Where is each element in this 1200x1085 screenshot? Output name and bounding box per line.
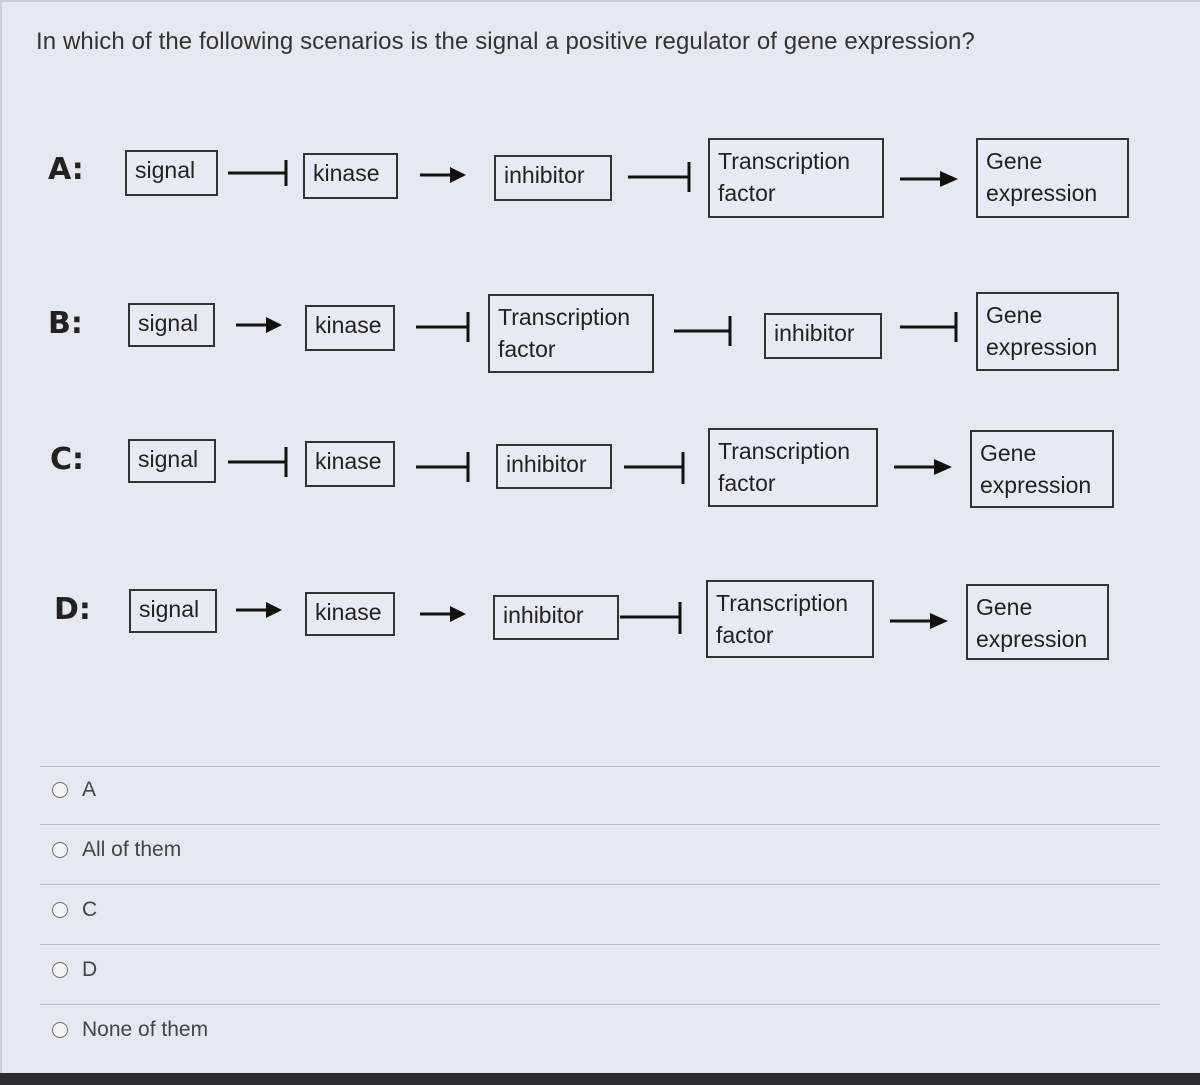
signal-box: signal: [125, 150, 218, 196]
activate-arrow: [898, 168, 962, 190]
radio-button[interactable]: [52, 1022, 68, 1038]
inhibit-connector: [622, 450, 688, 486]
option-divider: [40, 944, 1160, 945]
activate-arrow: [234, 599, 284, 621]
option-label: C: [82, 898, 98, 921]
option-none-of-them[interactable]: [52, 1018, 208, 1042]
kinase-box: kinase: [303, 153, 398, 199]
transcription-factor-box: Transcription factor: [708, 428, 878, 507]
option-c[interactable]: [52, 898, 97, 922]
row-label-c: C:: [50, 442, 85, 477]
signal-box: signal: [129, 589, 217, 633]
transcription-factor-box: Transcription factor: [708, 138, 884, 218]
option-label: D: [82, 958, 98, 981]
inhibit-connector: [898, 310, 962, 344]
option-d[interactable]: [52, 958, 97, 982]
activate-arrow: [418, 164, 468, 186]
option-label: A: [82, 778, 97, 801]
gene-expression-box: Gene expression: [976, 138, 1129, 218]
inhibit-connector: [618, 600, 688, 636]
inhibit-connector: [226, 158, 290, 188]
gene-expression-box: Gene expression: [970, 430, 1114, 508]
inhibit-connector: [414, 310, 474, 344]
inhibit-connector: [672, 314, 736, 348]
screen-bottom-bezel: [0, 1073, 1200, 1085]
signal-box: signal: [128, 439, 216, 483]
kinase-box: kinase: [305, 305, 395, 351]
signal-box: signal: [128, 303, 215, 347]
inhibitor-box: inhibitor: [494, 155, 612, 201]
kinase-box: kinase: [305, 592, 395, 636]
inhibitor-box: inhibitor: [764, 313, 882, 359]
option-divider: [40, 824, 1160, 825]
inhibit-connector: [226, 445, 290, 479]
transcription-factor-box: Transcription factor: [488, 294, 654, 373]
inhibitor-box: inhibitor: [496, 444, 612, 489]
inhibit-connector: [414, 450, 474, 484]
radio-button[interactable]: [52, 782, 68, 798]
option-a[interactable]: [52, 778, 96, 802]
question-text: In which of the following scenarios is the signal a positive regulator of gene expression?: [36, 28, 975, 55]
activate-arrow: [892, 456, 956, 478]
transcription-factor-box: Transcription factor: [706, 580, 874, 658]
option-divider: [40, 1004, 1160, 1005]
inhibit-connector: [626, 160, 694, 194]
row-label-a: A:: [48, 152, 84, 187]
row-label-b: B:: [48, 306, 83, 341]
option-all-of-them[interactable]: [52, 838, 181, 862]
radio-button[interactable]: [52, 962, 68, 978]
option-divider: [40, 766, 1160, 767]
inhibitor-box: inhibitor: [493, 595, 619, 640]
activate-arrow: [234, 314, 284, 336]
radio-button[interactable]: [52, 842, 68, 858]
gene-expression-box: Gene expression: [966, 584, 1109, 660]
option-label: None of them: [82, 1018, 209, 1041]
option-divider: [40, 884, 1160, 885]
gene-expression-box: Gene expression: [976, 292, 1119, 371]
activate-arrow: [888, 610, 952, 632]
activate-arrow: [418, 603, 468, 625]
radio-button[interactable]: [52, 902, 68, 918]
kinase-box: kinase: [305, 441, 395, 487]
row-label-d: D:: [54, 592, 91, 627]
option-label: All of them: [82, 838, 182, 861]
